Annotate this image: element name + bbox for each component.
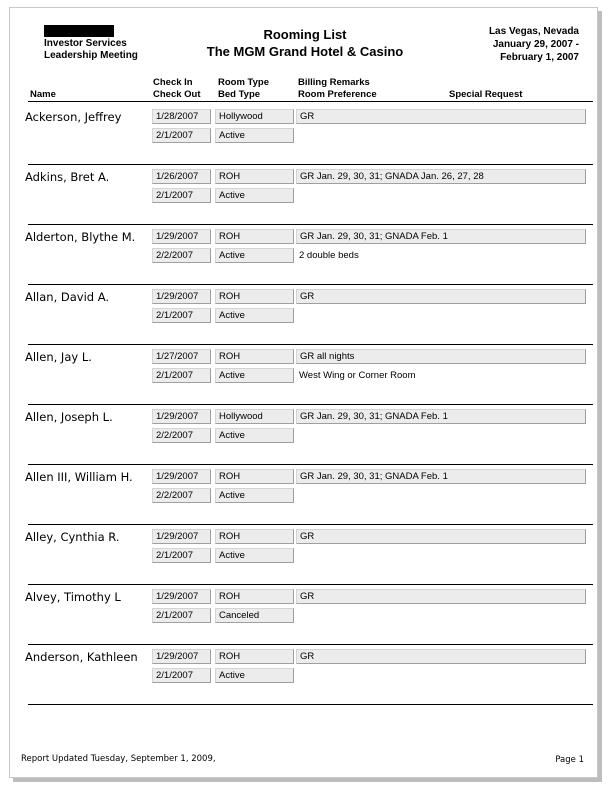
room-type: ROH	[215, 349, 294, 364]
dates-line-2: February 1, 2007	[500, 52, 579, 63]
check-in-date: 1/26/2007	[152, 169, 211, 184]
page-shadow-right	[598, 11, 602, 782]
report-title: Rooming List	[263, 27, 347, 42]
bed-type: Active	[215, 368, 294, 383]
col-header-room	[218, 77, 269, 101]
guest-name: Adkins, Bret A.	[25, 170, 110, 184]
check-in-date: 1/27/2007	[152, 349, 211, 364]
check-out-date: 2/1/2007	[152, 548, 211, 563]
guest-name: Allen, Joseph L.	[25, 410, 113, 424]
row-divider	[28, 704, 593, 705]
dates-line-1: January 29, 2007 -	[492, 39, 579, 50]
check-out-date: 2/1/2007	[152, 128, 211, 143]
hotel-name: The MGM Grand Hotel & Casino	[206, 44, 404, 59]
room-type: Hollywood	[215, 409, 294, 424]
billing-remarks: GR	[296, 529, 586, 544]
check-in-date: 1/29/2007	[152, 469, 211, 484]
col-header-room-preference: Room Preference	[298, 89, 377, 100]
billing-remarks: GR all nights	[296, 349, 586, 364]
check-in-date: 1/29/2007	[152, 409, 211, 424]
bed-type: Active	[215, 128, 294, 143]
row-divider	[28, 224, 593, 225]
room-type: ROH	[215, 469, 294, 484]
row-divider	[28, 584, 593, 585]
billing-remarks: GR Jan. 29, 30, 31; GNADA Jan. 26, 27, 28	[296, 169, 586, 184]
room-type: Hollywood	[215, 109, 294, 124]
check-out-date: 2/1/2007	[152, 188, 211, 203]
check-out-date: 2/1/2007	[152, 368, 211, 383]
row-divider	[28, 464, 593, 465]
room-type: ROH	[215, 589, 294, 604]
row-divider	[28, 404, 593, 405]
bed-type: Active	[215, 668, 294, 683]
col-header-billing-remarks: Billing Remarks	[298, 77, 370, 88]
check-out-date: 2/2/2007	[152, 248, 211, 263]
room-type: ROH	[215, 289, 294, 304]
col-header-check-in: Check In	[153, 77, 193, 88]
col-header-bed-type: Bed Type	[218, 89, 261, 100]
check-in-date: 1/29/2007	[152, 289, 211, 304]
redaction-bar	[44, 25, 114, 37]
guest-name: Anderson, Kathleen	[25, 650, 138, 664]
col-header-special-request: Special Request	[449, 89, 523, 100]
col-header-name: Name	[30, 89, 56, 100]
row-divider	[28, 644, 593, 645]
billing-remarks: GR Jan. 29, 30, 31; GNADA Feb. 1	[296, 469, 586, 484]
check-out-date: 2/1/2007	[152, 308, 211, 323]
room-type: ROH	[215, 169, 294, 184]
room-type: ROH	[215, 529, 294, 544]
check-in-date: 1/28/2007	[152, 109, 211, 124]
billing-remarks: GR Jan. 29, 30, 31; GNADA Feb. 1	[296, 229, 586, 244]
page-shadow-bottom	[13, 778, 602, 782]
bed-type: Active	[215, 428, 294, 443]
bed-type: Canceled	[215, 608, 294, 623]
check-out-date: 2/1/2007	[152, 668, 211, 683]
guest-name: Allen III, William H.	[25, 470, 133, 484]
org-name	[44, 38, 138, 62]
room-preference: 2 double beds	[299, 250, 359, 261]
col-header-check	[153, 77, 201, 101]
guest-name: Allen, Jay L.	[25, 350, 92, 364]
bed-type: Active	[215, 308, 294, 323]
bed-type: Active	[215, 548, 294, 563]
location-dates	[489, 25, 579, 64]
billing-remarks: GR	[296, 289, 586, 304]
row-divider	[28, 344, 593, 345]
org-line-2: Leadership Meeting	[44, 50, 138, 61]
check-in-date: 1/29/2007	[152, 529, 211, 544]
bed-type: Active	[215, 188, 294, 203]
org-line-1: Investor Services	[44, 38, 127, 49]
header-rule	[28, 101, 593, 102]
col-header-room-type: Room Type	[218, 77, 270, 88]
guest-name: Ackerson, Jeffrey	[25, 110, 122, 124]
guest-name: Allan, David A.	[25, 290, 110, 304]
check-in-date: 1/29/2007	[152, 229, 211, 244]
location: Las Vegas, Nevada	[488, 26, 579, 37]
row-divider	[28, 524, 593, 525]
check-out-date: 2/2/2007	[152, 428, 211, 443]
col-header-check-out: Check Out	[153, 89, 201, 100]
guest-name: Alderton, Blythe M.	[25, 230, 136, 244]
billing-remarks: GR	[296, 649, 586, 664]
check-out-date: 2/2/2007	[152, 488, 211, 503]
billing-remarks: GR	[296, 109, 586, 124]
billing-remarks: GR	[296, 589, 586, 604]
bed-type: Active	[215, 248, 294, 263]
page-number: Page 1	[555, 755, 584, 765]
guest-name: Alley, Cynthia R.	[25, 530, 120, 544]
billing-remarks: GR Jan. 29, 30, 31; GNADA Feb. 1	[296, 409, 586, 424]
room-type: ROH	[215, 229, 294, 244]
row-divider	[28, 284, 593, 285]
check-out-date: 2/1/2007	[152, 608, 211, 623]
bed-type: Active	[215, 488, 294, 503]
room-type: ROH	[215, 649, 294, 664]
report-updated: Report Updated Tuesday, September 1, 2009,	[21, 754, 216, 764]
room-preference: West Wing or Corner Room	[299, 370, 416, 381]
row-divider	[28, 164, 593, 165]
guest-name: Alvey, Timothy L	[25, 590, 121, 604]
check-in-date: 1/29/2007	[152, 589, 211, 604]
check-in-date: 1/29/2007	[152, 649, 211, 664]
col-header-billing	[298, 77, 377, 101]
